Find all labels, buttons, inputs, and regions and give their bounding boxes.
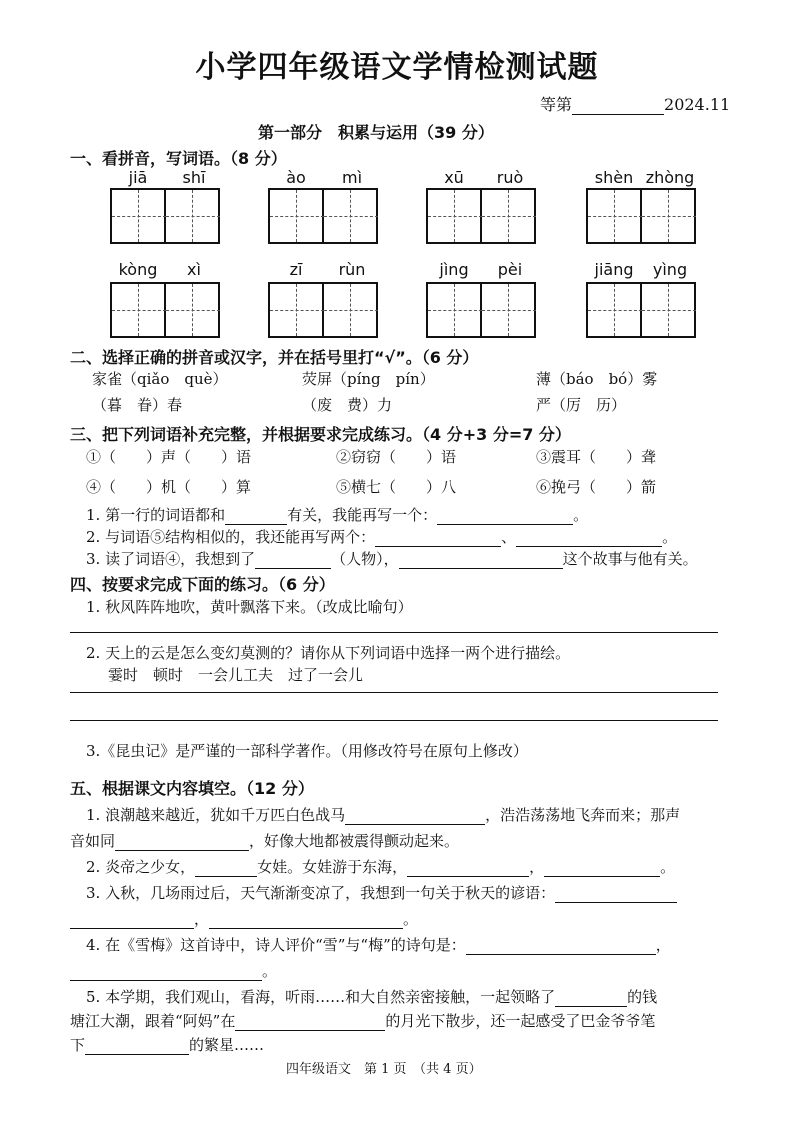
grade-label: 等第: [540, 95, 573, 114]
pinyin: shī: [182, 168, 206, 187]
writing-box[interactable]: [426, 282, 536, 338]
q2-heading: 二、选择正确的拼音或汉字，并在括号里打“√”。（6 分）: [70, 348, 479, 367]
answer-blank[interactable]: [555, 990, 627, 1007]
q2-item[interactable]: （暮 眷）春: [92, 396, 183, 414]
q3-sub3-text: 这个故事与他有关。: [562, 550, 698, 568]
q2-item[interactable]: 家雀（qiǎo què）: [92, 370, 228, 388]
answer-blank[interactable]: [544, 860, 660, 877]
q5-text: 塘江大潮，跟着“阿妈”在: [70, 1012, 236, 1030]
grade-blank[interactable]: [572, 98, 664, 115]
pinyin: shèn: [594, 168, 634, 187]
answer-blank[interactable]: [437, 508, 573, 525]
q5-text: ，: [655, 936, 671, 954]
q5-item5-cont2: [70, 1034, 264, 1055]
q3-heading: 三、把下列词语补充完整，并根据要求完成练习。（4 分+3 分=7 分）: [70, 425, 571, 444]
q5-text: ，: [194, 910, 210, 928]
pinyin: zhòng: [645, 168, 695, 187]
answer-blank[interactable]: [209, 912, 403, 929]
writing-box[interactable]: [426, 188, 536, 244]
pinyin: rùn: [338, 260, 366, 279]
q3-sub1-text: 有关，我能再写一个：: [287, 506, 438, 524]
q5-text: 的繁星……: [189, 1036, 265, 1054]
writing-box[interactable]: [110, 188, 220, 244]
q4-heading: 四、按要求完成下面的练习。（6 分）: [70, 575, 335, 594]
page-title: 小学四年级语文学情检测试题: [195, 50, 599, 85]
q4-sentence1: 1. 秋风阵阵地吹，黄叶飘落下来。（改成比喻句）: [86, 598, 413, 616]
q3-sub3-text: （人物），: [331, 550, 399, 568]
q5-text: 的月光下散步，还一起感受了巴金爷爷笔: [385, 1012, 656, 1030]
writing-box[interactable]: [268, 282, 378, 338]
q3-sub1-text: 1. 第一行的词语都和: [86, 506, 226, 524]
q5-text: 2. 炎帝之少女，: [86, 858, 196, 876]
answer-blank[interactable]: [399, 552, 563, 569]
page-footer: 四年级语文 第 1 页 （共 4 页）: [286, 1062, 482, 1077]
q5-text: 的钱: [627, 988, 658, 1006]
q5-text: ，好像大地都被震得颤动起来。: [249, 832, 460, 850]
pinyin: zī: [289, 260, 303, 279]
q5-item4-cont: [70, 960, 277, 981]
q3-item[interactable]: ⑤横七（ ）八: [336, 478, 457, 496]
answer-blank[interactable]: [115, 834, 249, 851]
q3-item[interactable]: ②窃窃（ ）语: [336, 448, 457, 466]
answer-blank[interactable]: [516, 530, 662, 547]
part1-title: 第一部分 积累与运用（39 分）: [258, 123, 494, 142]
pinyin: mì: [341, 168, 363, 187]
q5-text: 音如同: [70, 832, 116, 850]
answer-line[interactable]: [70, 632, 718, 633]
q3-sub2: [86, 526, 677, 547]
q5-text: 5. 本学期，我们观山，看海，听雨……和大自然亲密接触，一起领略了: [86, 988, 556, 1006]
q5-item1-cont: [70, 830, 459, 851]
q5-text: 。: [262, 962, 278, 980]
pinyin: jiā: [128, 168, 148, 187]
pinyin: kòng: [118, 260, 158, 279]
q4-word-list: 霎时 顿时 一会儿工夫 过了一会儿: [108, 666, 364, 684]
answer-blank[interactable]: [235, 1014, 385, 1031]
q3-sub2-end: 。: [662, 528, 678, 546]
pinyin: xū: [444, 168, 464, 187]
answer-blank[interactable]: [466, 938, 656, 955]
q5-item3: [86, 882, 677, 903]
writing-box[interactable]: [586, 188, 696, 244]
q5-item5: [86, 986, 657, 1007]
answer-blank[interactable]: [225, 508, 287, 525]
pinyin: ào: [286, 168, 306, 187]
q5-heading: 五、根据课文内容填空。（12 分）: [70, 779, 314, 798]
q5-text: 。: [660, 858, 676, 876]
writing-box[interactable]: [586, 282, 696, 338]
answer-blank[interactable]: [85, 1038, 189, 1055]
q5-text: 。: [403, 910, 419, 928]
q3-sub1-end: 。: [573, 506, 589, 524]
q3-item[interactable]: ④（ ）机（ ）算: [86, 478, 252, 496]
pinyin: jiāng: [594, 260, 634, 279]
answer-blank[interactable]: [407, 860, 529, 877]
answer-blank[interactable]: [255, 552, 331, 569]
q5-item5-cont: [70, 1010, 655, 1031]
q2-item[interactable]: （废 费）力: [302, 396, 393, 414]
answer-line[interactable]: [70, 720, 718, 721]
exam-date: 2024.11: [664, 95, 731, 114]
q5-text: 4. 在《雪梅》这首诗中，诗人评价“雪”与“梅”的诗句是：: [86, 936, 466, 954]
q5-item2: [86, 856, 675, 877]
q3-sub3: [86, 548, 698, 569]
pinyin: xì: [187, 260, 201, 279]
q5-text: 下: [70, 1036, 86, 1054]
answer-blank[interactable]: [555, 886, 677, 903]
answer-blank[interactable]: [70, 964, 262, 981]
q5-text: 3. 入秋，几场雨过后，天气渐渐变凉了，我想到一句关于秋天的谚语：: [86, 884, 556, 902]
q3-item[interactable]: ⑥挽弓（ ）箭: [536, 478, 657, 496]
pinyin: pèi: [497, 260, 523, 279]
q3-sub1: [86, 504, 588, 525]
q4-sentence3: 3.《昆虫记》是严谨的一部科学著作。（用修改符号在原句上修改）: [86, 742, 528, 760]
q5-text: 女娃。女娃游于东海，: [257, 858, 408, 876]
answer-blank[interactable]: [345, 808, 485, 825]
q5-text: ，: [529, 858, 545, 876]
answer-blank[interactable]: [70, 912, 194, 929]
writing-box[interactable]: [268, 188, 378, 244]
q3-sub3-text: 3. 读了词语④，我想到了: [86, 550, 256, 568]
q2-item[interactable]: 荧屏（píng pín）: [302, 370, 435, 388]
q5-item3-cont: [70, 908, 418, 929]
q3-sub2-text: 2. 与词语⑤结构相似的，我还能再写两个：: [86, 528, 376, 546]
pinyin: ruò: [496, 168, 524, 187]
answer-blank[interactable]: [375, 530, 501, 547]
q5-text: 1. 浪潮越来越近，犹如千万匹白色战马: [86, 806, 346, 824]
q2-item[interactable]: 薄（báo bó）雾: [536, 370, 658, 388]
q5-item1: [86, 804, 680, 825]
q3-sub2-sep: 、: [501, 528, 517, 546]
q3-item[interactable]: ①（ ）声（ ）语: [86, 448, 252, 466]
q4-sentence2: 2. 天上的云是怎么变幻莫测的？请你从下列词语中选择一两个进行描绘。: [86, 644, 571, 662]
writing-box[interactable]: [110, 282, 220, 338]
answer-line[interactable]: [70, 692, 718, 693]
answer-blank[interactable]: [195, 860, 257, 877]
q3-item[interactable]: ③震耳（ ）聋: [536, 448, 657, 466]
q1-heading: 一、看拼音，写词语。（8 分）: [70, 149, 287, 168]
pinyin: yìng: [652, 260, 688, 279]
q2-item[interactable]: 严（厉 历）: [536, 396, 627, 414]
pinyin: jìng: [439, 260, 469, 279]
q5-text: ，浩浩荡荡地飞奔而来；那声: [485, 806, 681, 824]
grade-field: [540, 92, 730, 115]
q5-item4: [86, 934, 671, 955]
